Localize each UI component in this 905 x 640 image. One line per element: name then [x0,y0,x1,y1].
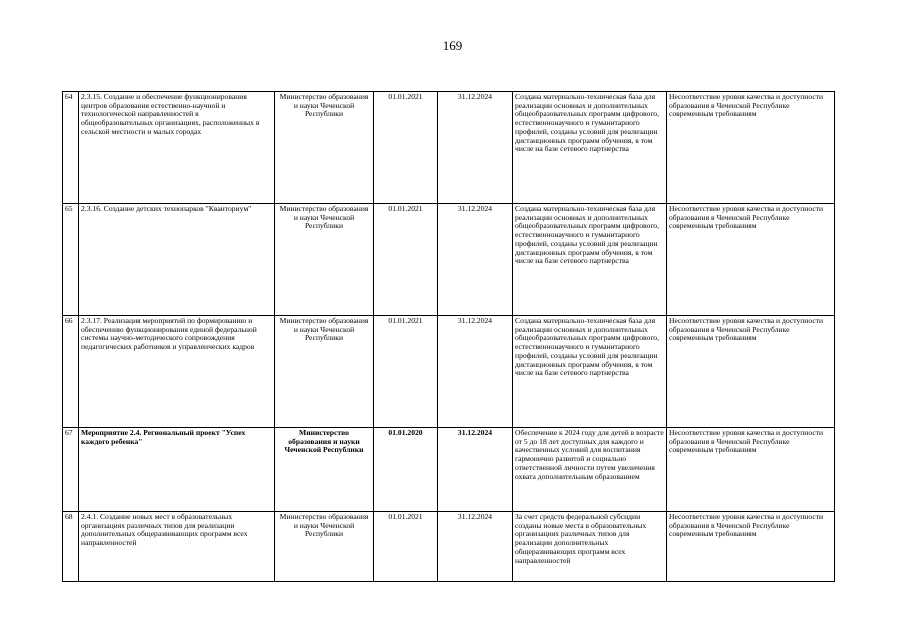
expected-result: Создана материально-техническая база для реализации основных и дополнительных общеобразовательных программ цифрового, естественнонаучного и гуманитарного профилей, созданы условий для реализации дистанционных программ обучения, в том числе на базе сетевого партнерства [513,316,667,428]
table-row [63,428,835,512]
executor: Министерство образования и науки Чеченской Республики [275,204,374,316]
measure-name: 2.3.15. Создание и обеспечение функционирования центров образования естественно-научной и технологической направленностей в общеобразовательных организациях, расположенных в сельской местности и малых городах [79,92,275,204]
row-number: 67 [63,428,79,512]
table-row [63,204,835,316]
row-number: 65 [63,204,79,316]
executor: Министерство образования и науки Чеченской Республики [275,316,374,428]
table-row [63,316,835,428]
measure-name: 2.4.1. Создание новых мест в образовательных организациях различных типов для реализации дополнительных общеразвивающих программ всех направленностей [79,512,275,582]
start-date: 01.01.2021 [374,512,438,582]
row-number: 68 [63,512,79,582]
page-number: 169 [442,38,463,53]
expected-result: За счет средств федеральной субсидии созданы новые места в образовательных организациях различных типов для реализации дополнительных общеразвивающих программ всех направленностей [513,512,667,582]
end-date: 31.12.2024 [438,428,513,512]
row-number: 64 [63,92,79,204]
start-date: 01.01.2021 [374,316,438,428]
start-date: 01.01.2021 [374,204,438,316]
consequence: Несоответствие уровня качества и доступности образования в Чеченской Республике современным требованиям [667,428,835,512]
table-row [63,92,835,204]
consequence: Несоответствие уровня качества и доступности образования в Чеченской Республике современным требованиям [667,316,835,428]
start-date: 01.01.2021 [374,92,438,204]
measure-name: Мероприятие 2.4. Региональный проект "Успех каждого ребенка" [79,428,275,512]
measure-name: 2.3.17. Реализация мероприятий по формированию и обеспечению функционирования единой федеральной системы научно-методического сопровождения педагогических работников и управленческих кадров [79,316,275,428]
executor: Министерство образования и науки Чеченской Республики [275,428,374,512]
end-date: 31.12.2024 [438,316,513,428]
end-date: 31.12.2024 [438,92,513,204]
end-date: 31.12.2024 [438,204,513,316]
measures-table [62,91,835,582]
consequence: Несоответствие уровня качества и доступности образования в Чеченской Республике современным требованиям [667,204,835,316]
table-row [63,512,835,582]
row-number: 66 [63,316,79,428]
expected-result: Обеспечение к 2024 году для детей в возрасте от 5 до 18 лет доступных для каждого и качественных условий для воспитания гармонично развитой и социально ответственной личности путем увеличения охвата дополнительным образованием [513,428,667,512]
measure-name: 2.3.16. Создание детских технопарков "Кванториум" [79,204,275,316]
end-date: 31.12.2024 [438,512,513,582]
consequence: Несоответствие уровня качества и доступности образования в Чеченской Республике современным требованиям [667,92,835,204]
executor: Министерство образования и науки Чеченской Республики [275,512,374,582]
start-date: 01.01.2020 [374,428,438,512]
executor: Министерство образования и науки Чеченской Республики [275,92,374,204]
consequence: Несоответствие уровня качества и доступности образования в Чеченской Республике современным требованиям [667,512,835,582]
expected-result: Создана материально-техническая база для реализации основных и дополнительных общеобразовательных программ цифрового, естественнонаучного и гуманитарного профилей, созданы условий для реализации дистанционных программ обучения, в том числе на базе сетевого партнерства [513,204,667,316]
expected-result: Создана материально-техническая база для реализации основных и дополнительных общеобразовательных программ цифрового, естественнонаучного и гуманитарного профилей, созданы условий для реализации дистанционных программ обучения, в том числе на базе сетевого партнерства [513,92,667,204]
